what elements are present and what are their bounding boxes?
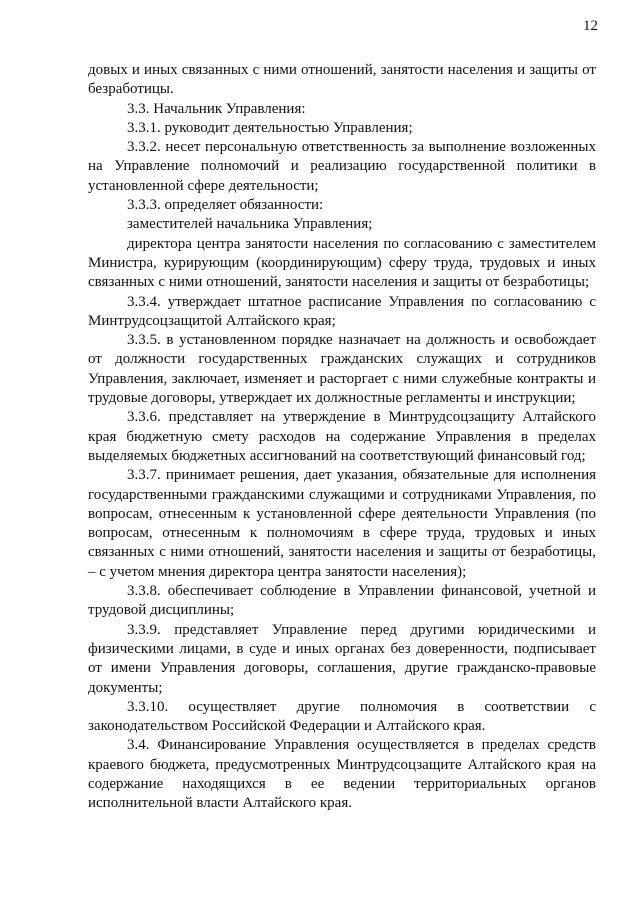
paragraph-3-3-3-director: директора центра занятости населения по согласованию с заместителем Министра, курирующим (координирующим) сферу труда, трудовых и иных связанных с ними отношений, занятости населения и защиты от безработицы; [88,235,596,291]
page-number: 12 [583,18,598,34]
paragraph-3-3-10: 3.3.10. осуществляет другие полномочия в соответствии с законодательством Российской Федерации и Алтайского края. [88,698,596,735]
paragraph-continuation: довых и иных связанных с ними отношений, занятости населения и защиты от безработицы. [88,62,596,98]
paragraph-3-3-4: 3.3.4. утверждает штатное расписание Управления по согласованию с Минтрудсоцзащитой Алтайского края; [88,293,596,329]
document-body [88,61,596,814]
paragraph-3-3-6: 3.3.6. представляет на утверждение в Минтрудсоцзащиту Алтайского края бюджетную смету расходов на содержание Управления в пределах выделяемых бюджетных ассигнований на соответствующий финансовый год; [88,409,596,464]
paragraph-3-3-2: 3.3.2. несет персональную ответственность за выполнение возложенных на Управление полномочий и реализацию государственной политики в установленной сфере деятельности; [88,139,596,194]
paragraph-3-3-3-deputies: заместителей начальника Управления; [127,216,373,233]
paragraph-3-3-8: 3.3.8. обеспечивает соблюдение в Управлении финансовой, учетной и трудовой дисциплины; [88,583,596,619]
paragraph-3-3-1: 3.3.1. руководит деятельностью Управления; [127,119,413,136]
paragraph-3-3-5: 3.3.5. в установленном порядке назначает на должность и освобождает от должности государственных гражданских служащих и сотрудников Управления, заключает, изменяет и расторгает с ними служебные контракты и трудовые договоры, утверждает их должностные регламенты и инструкции; [88,332,596,407]
paragraph-3-3-7: 3.3.7. принимает решения, дает указания, обязательные для исполнения государственными гражданскими служащими и сотрудниками Управления, по вопросам, отнесенным к установленной сфере деятельности Управления (по вопросам, отнесенным к полномочиям в сфере труда, трудовых и иных связанных с ними отношений, занятости населения и защиты от безработицы, – с учетом мнения директора центра занятости населения); [88,467,596,580]
paragraph-3-4: 3.4. Финансирование Управления осуществляется в пределах средств краевого бюджета, предусмотренных Минтрудсоцзащите Алтайского края на содержание находящихся в ее ведении территориальных органов исполнительной власти Алтайского края. [88,737,596,812]
paragraph-3-3-3: 3.3.3. определяет обязанности: [127,197,324,214]
paragraph-3-3: 3.3. Начальник Управления: [127,100,306,117]
paragraph-3-3-9: 3.3.9. представляет Управление перед другими юридическими и физическими лицами, в суде и иных органах без доверенности, подписывает от имени Управления договоры, соглашения, другие гражданско-правовые документы; [88,621,596,696]
